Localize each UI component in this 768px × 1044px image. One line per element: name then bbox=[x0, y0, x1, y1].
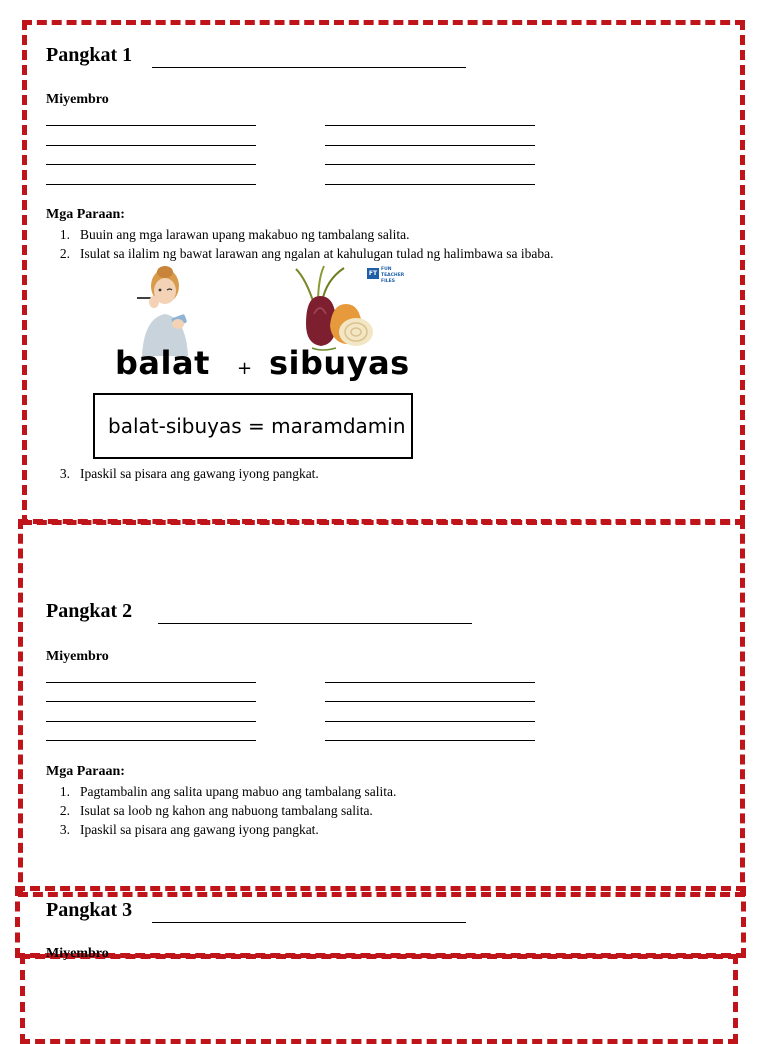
member-line bbox=[46, 740, 256, 741]
example-answer: balat-sibuyas = maramdamin bbox=[108, 414, 406, 438]
step-text: Ipaskil sa pisara ang gawang iyong pangkat. bbox=[80, 822, 319, 837]
member-line bbox=[46, 125, 256, 126]
member-line bbox=[325, 125, 535, 126]
example-word-balat: balat bbox=[115, 344, 210, 382]
group1-name-line bbox=[152, 67, 466, 68]
step-text: Ipaskil sa pisara ang gawang iyong pangkat. bbox=[80, 466, 319, 481]
group2-title: Pangkat 2 bbox=[46, 600, 133, 622]
group2-card bbox=[18, 519, 745, 897]
step-number: 1. bbox=[59, 784, 70, 799]
group1-title: Pangkat 1 bbox=[46, 44, 133, 66]
member-line bbox=[46, 701, 256, 702]
member-line bbox=[325, 184, 535, 185]
step-text: Isulat sa loob ng kahon ang nabuong tambalang salita. bbox=[80, 803, 373, 818]
group1-steps-label: Mga Paraan: bbox=[46, 207, 125, 222]
step-text: Buuin ang mga larawan upang makabuo ng tambalang salita. bbox=[80, 227, 410, 242]
member-line bbox=[325, 145, 535, 146]
example-illustration bbox=[92, 264, 417, 464]
step-text: Pagtambalin ang salita upang mabuo ang tambalang salita. bbox=[80, 784, 397, 799]
group3-name-line bbox=[152, 922, 466, 923]
group2-name-line bbox=[158, 623, 472, 624]
group3-card bbox=[20, 954, 738, 1044]
step-number: 1. bbox=[59, 227, 70, 242]
example-plus: + bbox=[237, 358, 253, 379]
logo-mark: FT bbox=[368, 270, 378, 277]
group3-title: Pangkat 3 bbox=[46, 899, 133, 921]
step-number: 2. bbox=[59, 803, 70, 818]
fun-teacher-files-logo bbox=[367, 267, 415, 284]
step-number: 3. bbox=[59, 822, 70, 837]
member-line bbox=[46, 682, 256, 683]
group3-members-label: Miyembro bbox=[46, 946, 109, 961]
woman-touching-face-icon bbox=[132, 266, 222, 356]
group2-members-label: Miyembro bbox=[46, 649, 109, 664]
member-line bbox=[46, 184, 256, 185]
member-line bbox=[325, 701, 535, 702]
member-line bbox=[325, 721, 535, 722]
member-line bbox=[46, 721, 256, 722]
member-line bbox=[325, 682, 535, 683]
member-line bbox=[46, 145, 256, 146]
step-number: 3. bbox=[59, 466, 70, 481]
group2-steps-label: Mga Paraan: bbox=[46, 764, 125, 779]
logo-text: FUN TEACHER FILES bbox=[381, 267, 405, 284]
example-word-sibuyas: sibuyas bbox=[269, 344, 410, 382]
example-answer-box bbox=[93, 393, 413, 459]
member-line bbox=[325, 740, 535, 741]
member-line bbox=[325, 164, 535, 165]
step-number: 2. bbox=[59, 246, 70, 261]
step-text: Isulat sa ilalim ng bawat larawan ang ngalan at kahulugan tulad ng halimbawa sa ibaba. bbox=[80, 246, 554, 261]
group1-members-label: Miyembro bbox=[46, 92, 109, 107]
member-line bbox=[46, 164, 256, 165]
